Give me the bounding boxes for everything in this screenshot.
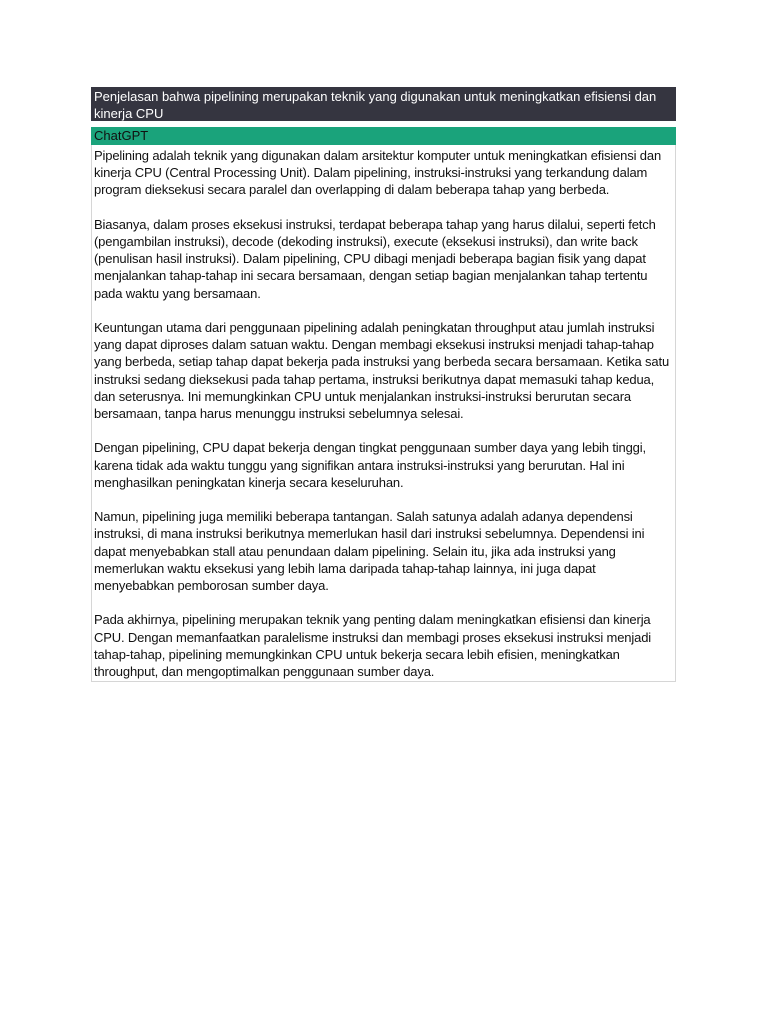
response-body <box>91 145 676 682</box>
chat-transcript-page <box>91 87 676 682</box>
response-paragraph-6: Pada akhirnya, pipelining merupakan teknik yang penting dalam meningkatkan efisiensi dan kinerja CPU. Dengan memanfaatkan paralelisme instruksi dan membagi proses eksekusi instruksi menjadi tahap-tahap, pipelining memungkinkan CPU untuk bekerja secara lebih efisien, meningkatkan throughput, dan mengoptimalkan penggunaan sumber daya. <box>94 612 652 680</box>
response-paragraph-3: Keuntungan utama dari penggunaan pipelining adalah peningkatan throughput atau jumlah instruksi yang dapat diproses dalam satuan waktu. Dengan membagi eksekusi instruksi menjadi tahap-tahap yang berbeda, setiap tahap dapat bekerja pada instruksi yang berbeda secara bersamaan. Ketika satu instruksi sedang dieksekusi pada tahap pertama, instruksi berikutnya dapat memasuki tahap kedua, dan seterusnya. Ini memungkinkan CPU untuk menjalankan instruksi-instruksi berurutan secara bersamaan, tanpa harus menunggu instruksi sebelumnya selesai. <box>94 320 670 422</box>
response-paragraph-5: Namun, pipelining juga memiliki beberapa tantangan. Salah satunya adalah adanya dependensi instruksi, di mana instruksi berikutnya memerlukan hasil dari instruksi sebelumnya. Dependensi ini dapat menyebabkan stall atau penundaan dalam pipelining. Selain itu, jika ada instruksi yang memerlukan waktu eksekusi yang lebih lama daripada tahap-tahap lainnya, ini juga dapat menyebabkan pemborosan sumber daya. <box>94 509 645 594</box>
user-prompt: Penjelasan bahwa pipelining merupakan teknik yang digunakan untuk meningkatkan efisiensi dan kinerja CPU <box>91 87 676 121</box>
response-paragraph-1: Pipelining adalah teknik yang digunakan dalam arsitektur komputer untuk meningkatkan efisiensi dan kinerja CPU (Central Processing Unit). Dalam pipelining, instruksi-instruksi yang terkandung dalam program dieksekusi secara paralel dan overlapping di dalam beberapa tahap yang berbeda. <box>94 148 662 198</box>
response-source-label: ChatGPT <box>91 127 676 145</box>
response-paragraph-2: Biasanya, dalam proses eksekusi instruksi, terdapat beberapa tahap yang harus dilalui, seperti fetch (pengambilan instruksi), decode (dekoding instruksi), execute (eksekusi instruksi), dan write back (penulisan hasil instruksi). Dalam pipelining, CPU dibagi menjadi beberapa bagian fisik yang dapat menjalankan tahap-tahap ini secara bersamaan, dengan setiap bagian menjalankan tahap tertentu pada waktu yang bersamaan. <box>94 216 656 301</box>
response-paragraph-4: Dengan pipelining, CPU dapat bekerja dengan tingkat penggunaan sumber daya yang lebih tinggi, karena tidak ada waktu tunggu yang signifikan antara instruksi-instruksi yang berurutan. Hal ini menghasilkan peningkatan kinerja secara keseluruhan. <box>94 440 646 490</box>
